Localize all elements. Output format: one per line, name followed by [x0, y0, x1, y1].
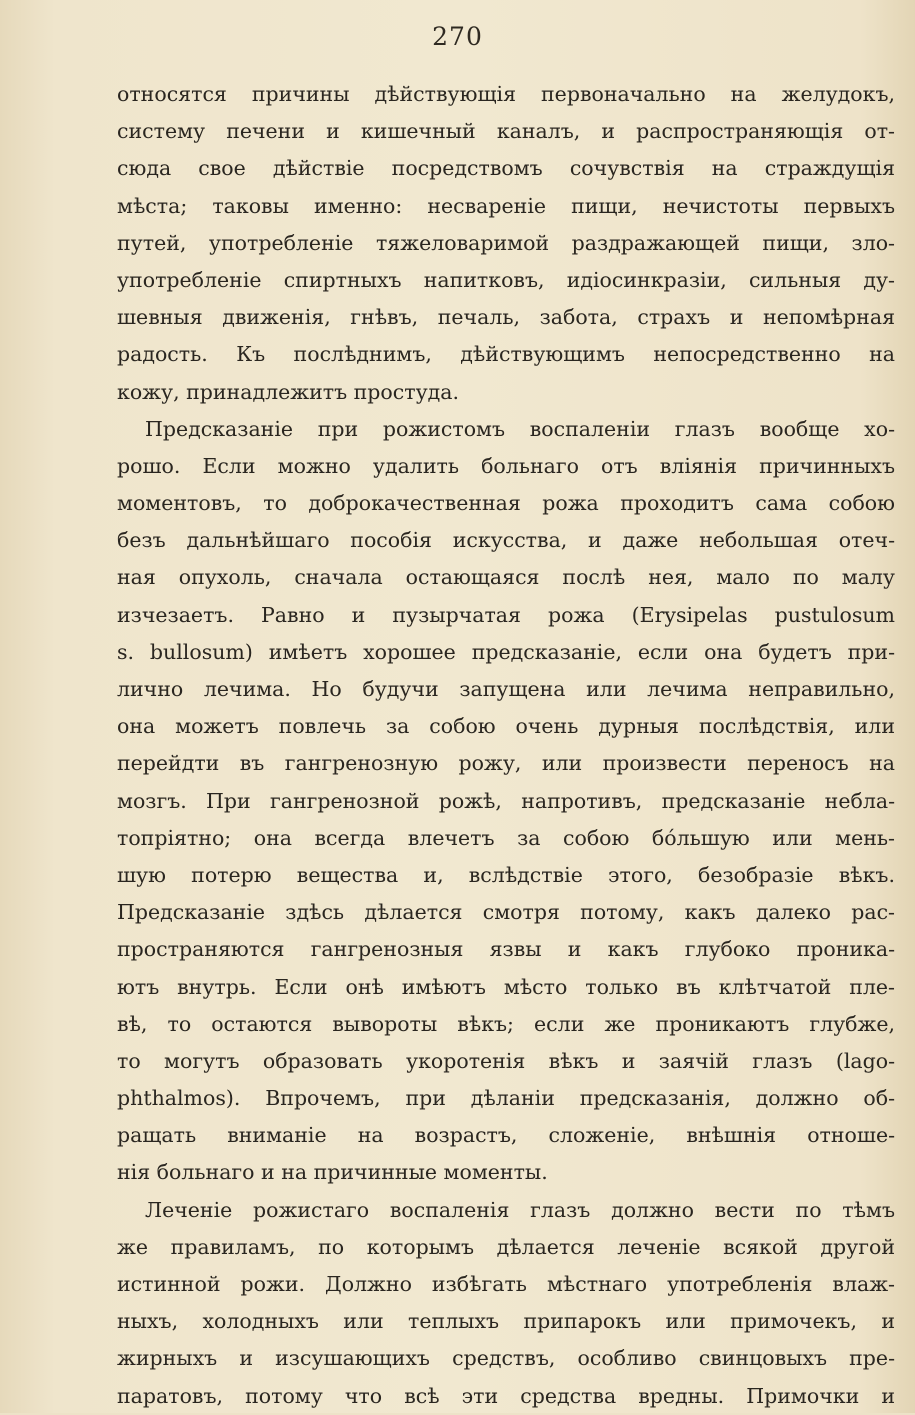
text-line: мозгъ. При гангренозной рожѣ, напротивъ, предсказаніе небла- [117, 788, 895, 813]
text-line: кожу, принадлежитъ простуда. [117, 379, 460, 404]
text-line: изчезаетъ. Равно и пузырчатая рожа (Erysipelas pustulosum [117, 602, 895, 627]
text-line: Леченіе рожистаго воспаленія глазъ должно вести по тѣмъ [145, 1197, 895, 1222]
text-line: рошо. Если можно удалить больнаго отъ вліянія причинныхъ [117, 453, 895, 478]
text-line: она можетъ повлечь за собою очень дурныя послѣдствія, или [117, 714, 895, 739]
text-line: вѣ, то остаются вывороты вѣкъ; если же проникаютъ глубже, [117, 1011, 895, 1036]
text-line: s. bullosum) имѣетъ хорошее предсказаніе, если она будетъ при- [117, 639, 895, 664]
text-line: употребленіе спиртныхъ напитковъ, идіосинкразіи, сильныя ду- [117, 267, 895, 292]
text-line: Предсказаніе здѣсь дѣлается смотря потому, какъ далеко рас- [117, 900, 895, 925]
text-line: истинной рожи. Должно избѣгать мѣстнаго употребленія влаж- [117, 1272, 895, 1296]
text-line: жирныхъ и изсушающихъ средствъ, особливо свинцовыхъ пре- [117, 1346, 895, 1371]
text-line: путей, употребленіе тяжеловаримой раздражающей пищи, зло- [117, 230, 895, 255]
text-line: Предсказаніе при рожистомъ воспаленіи глазъ вообще хо- [145, 416, 895, 441]
text-line: радость. Къ послѣднимъ, дѣйствующимъ непосредственно на [117, 342, 895, 367]
text-line: пространяются гангренозныя язвы и какъ глубоко проника- [117, 937, 895, 962]
text-line: нія больнаго и на причинные моменты. [117, 1160, 548, 1185]
text-line: ная опухоль, сначала остающаяся послѣ нея, мало по малу [117, 565, 895, 590]
text-line: безъ дальнѣйшаго пособія искусства, и даже небольшая отеч- [117, 528, 895, 553]
text-line: топріятно; она всегда влечетъ за собою бо́льшую или мень- [117, 825, 895, 850]
text-line: шую потерю вещества и, вслѣдствіе этого, безобразіе вѣкъ. [117, 862, 895, 887]
text-body [117, 76, 895, 1415]
text-line: перейдти въ гангренозную рожу, или произвести переносъ на [117, 751, 895, 776]
text-line: паратовъ, потому что всѣ эти средства вредны. Примочки и [117, 1383, 895, 1408]
text-line: ращать вниманіе на возрастъ, сложеніе, внѣшнія отноше- [117, 1123, 895, 1148]
page-number: 270 [432, 22, 483, 51]
text-line: мѣста; таковы именно: несвареніе пищи, нечистоты первыхъ [117, 193, 895, 218]
text-line: сюда свое дѣйствіе посредствомъ сочувствія на страждущія [117, 156, 895, 181]
text-line: шевныя движенія, гнѣвъ, печаль, забота, страхъ и непомѣрная [117, 305, 895, 330]
text-line: ютъ внутрь. Если онѣ имѣютъ мѣсто только въ клѣтчатой пле- [117, 974, 895, 999]
text-line: моментовъ, то доброкачественная рожа проходитъ сама собою [117, 491, 895, 516]
text-line: phthalmos). Впрочемъ, при дѣланіи предсказанія, должно об- [117, 1086, 895, 1111]
text-line: ныхъ, холодныхъ или теплыхъ припарокъ или примочекъ, и [117, 1309, 895, 1334]
text-line: систему печени и кишечный каналъ, и распространяющія от- [117, 119, 895, 144]
text-line: то могутъ образовать укоротенія вѣкъ и заячій глазъ (lago- [117, 1048, 895, 1073]
text-line: же правиламъ, по которымъ дѣлается леченіе всякой другой [117, 1234, 895, 1259]
text-line: относятся причины дѣйствующія первоначально на желудокъ, [117, 82, 895, 106]
text-line: лично лечима. Но будучи запущена или лечима неправильно, [117, 677, 895, 701]
